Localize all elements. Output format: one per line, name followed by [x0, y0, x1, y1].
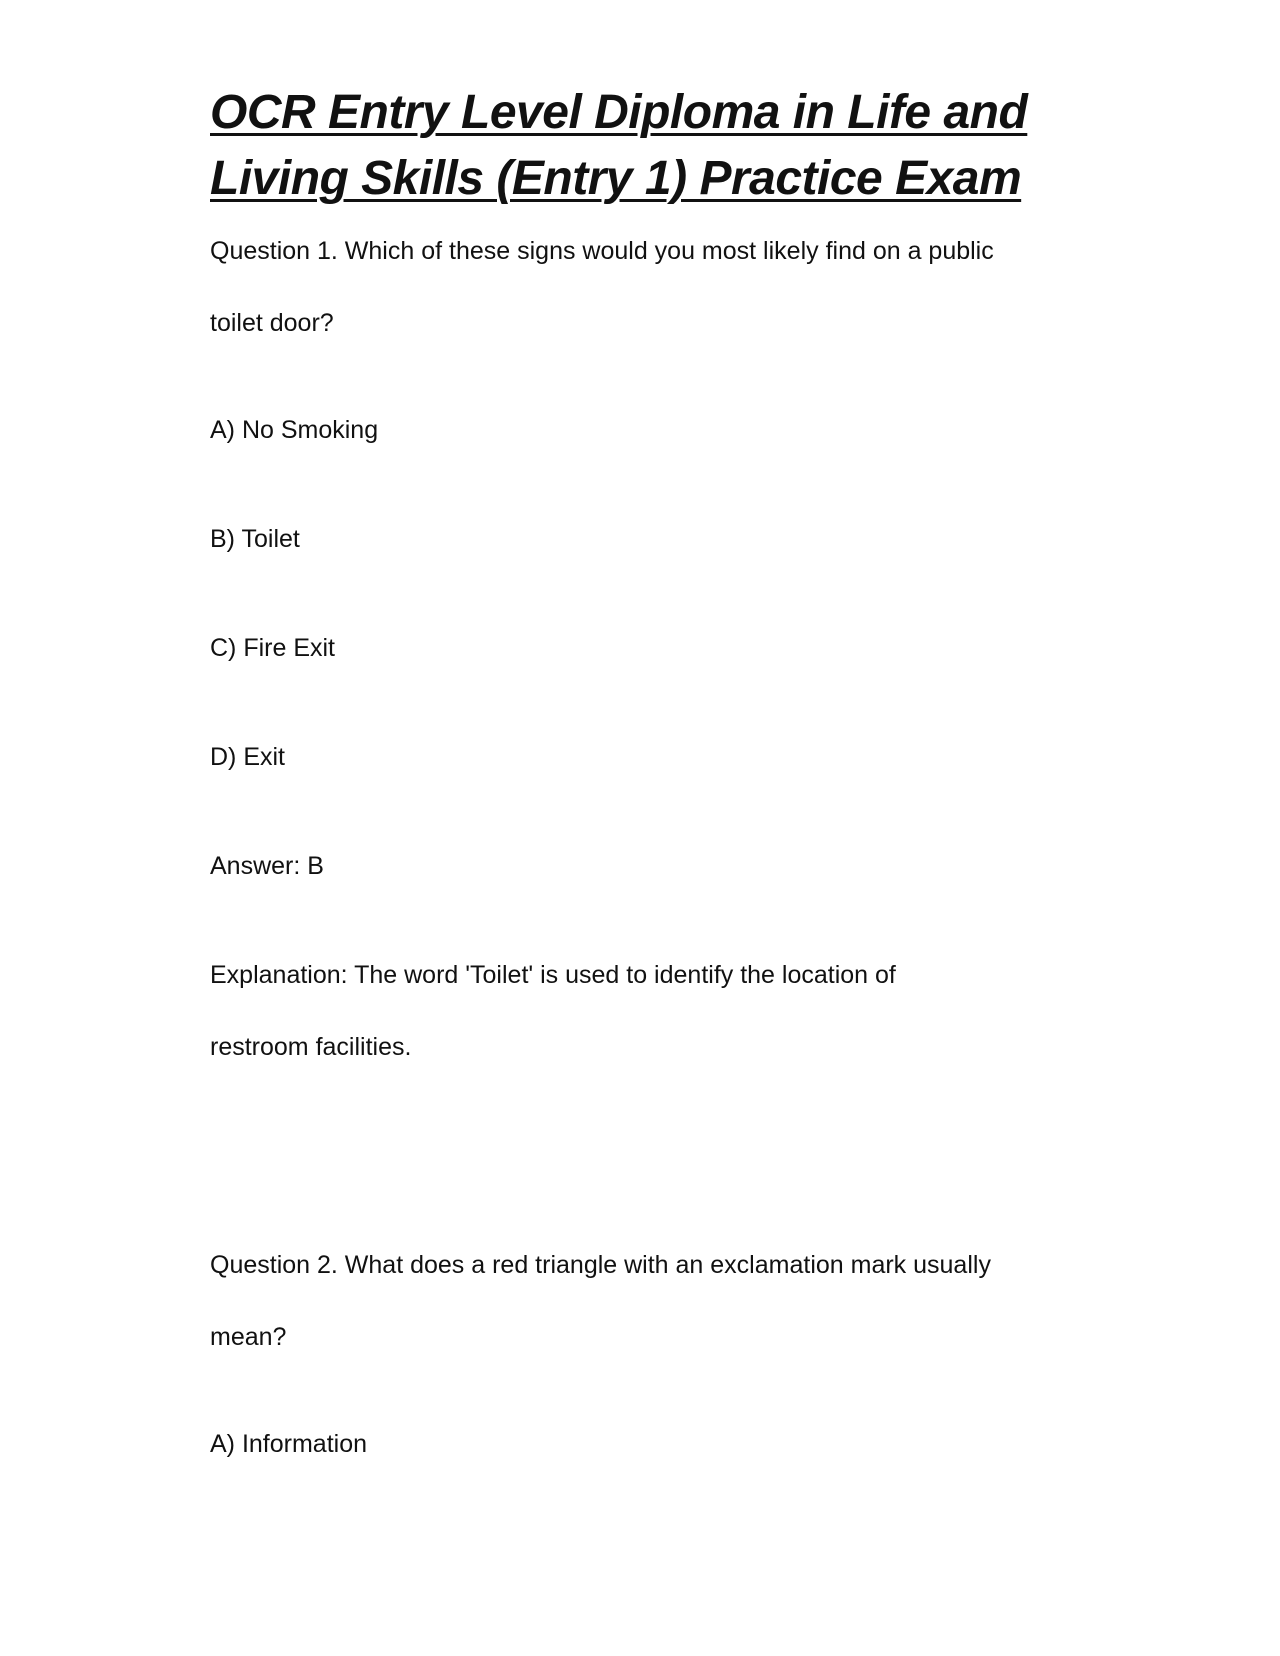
question-1-explanation-line-2: restroom facilities. — [210, 1033, 412, 1061]
question-1-explanation-line-1: Explanation: The word 'Toilet' is used to identify the location of — [210, 961, 896, 989]
question-1-text-line-2: toilet door? — [210, 309, 334, 337]
question-1-option-a: A) No Smoking — [210, 416, 379, 444]
question-1-option-c: C) Fire Exit — [210, 634, 335, 662]
document-title: OCR Entry Level Diploma in Life and Living Skills (Entry 1) Practice Exam — [210, 86, 1028, 205]
question-2-text-line-2: mean? — [210, 1323, 287, 1351]
question-1-text-line-1: Question 1. Which of these signs would you most likely find on a public — [210, 237, 994, 265]
question-2-text-line-1: Question 2. What does a red triangle with an exclamation mark usually — [210, 1251, 991, 1279]
question-1-answer: Answer: B — [210, 852, 324, 880]
question-1-option-b: B) Toilet — [210, 525, 300, 553]
question-1-option-d: D) Exit — [210, 743, 285, 771]
question-2-option-a: A) Information — [210, 1430, 368, 1458]
